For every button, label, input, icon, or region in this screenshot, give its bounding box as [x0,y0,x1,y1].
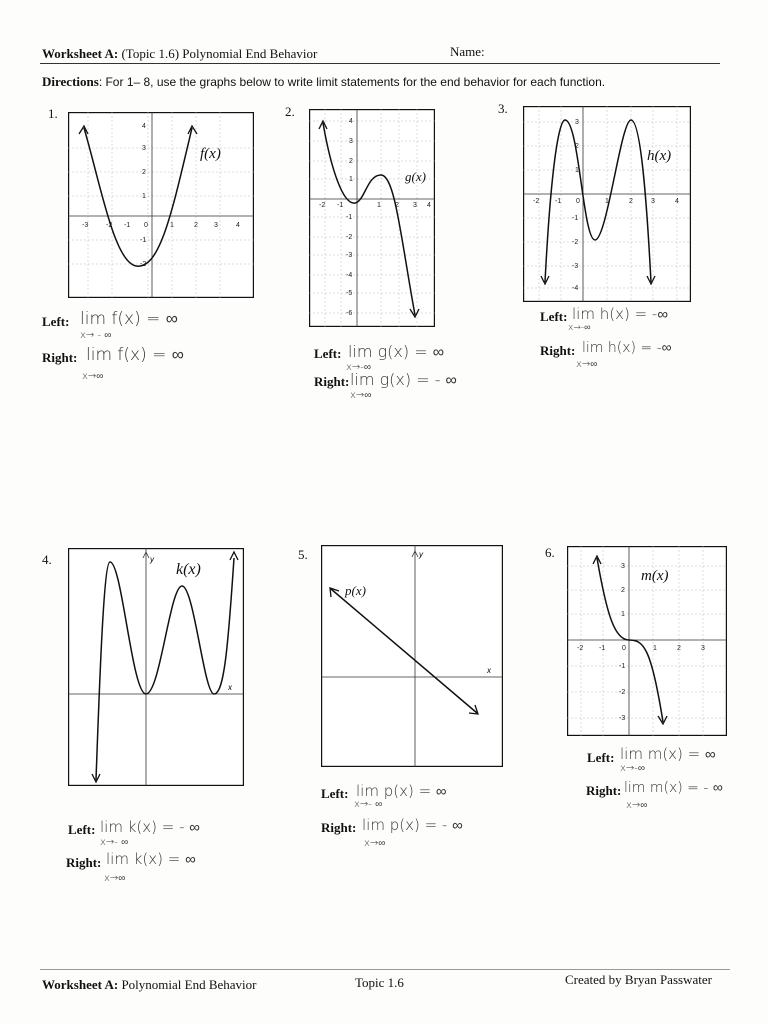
answer-1-left-lim: lim f(x) = ∞ [80,309,178,329]
answer-4-left-lim: lim k(x) = - ∞ [100,818,200,836]
answer-1-left-label: Left: [42,314,70,329]
tick-m-x-0: -2 [577,645,584,652]
answer-1-right-lim: lim f(x) = ∞ [86,345,184,365]
answer-4-left-label: Left: [68,822,96,837]
header-rule [40,63,720,64]
graph-p-x-label: x [487,666,491,675]
tick-f-x-1: -2 [106,222,113,229]
tick-f-x-4: 1 [170,222,174,229]
directions-text: : For 1– 8, use the graphs below to write limit statements for the end behavior for each function. [98,75,606,89]
tick-f-y-2: 2 [142,169,146,176]
tick-h-y-4: -2 [572,239,579,246]
answer-4-right-label: Right: [66,855,102,870]
answer-5-right-lim: lim p(x) = - ∞ [362,816,463,834]
graph-p-y-label: y [419,550,423,559]
tick-m-x-1: -1 [599,645,606,652]
tick-g-y-9: -6 [346,310,353,317]
graph-p-frame [322,546,503,767]
tick-m-x-4: 2 [677,645,681,652]
graph-m [567,546,727,736]
answer-3-left-sub: x→-∞ [568,323,591,333]
tick-m-x-2: 0 [622,645,626,652]
problem-number-4: 4. [42,552,52,567]
answer-5-right-sub: x→∞ [364,838,386,849]
tick-m-y-0: 3 [621,563,625,570]
problem-number-3: 3. [498,101,508,116]
graph-m-label: m(x) [641,568,669,584]
footer-title-bold: Worksheet A: [42,977,119,992]
worksheet-title-bold: Worksheet A: [42,46,119,61]
worksheet-title [42,46,317,62]
answer-3-right-sub: x→∞ [576,359,598,370]
tick-g-y-1: 3 [349,138,353,145]
tick-g-y-6: -3 [346,252,353,259]
answer-6-left-sub: x→-∞ [620,763,646,774]
answer-2-left-lim: lim g(x) = ∞ [348,342,445,361]
problem-number-5: 5. [298,547,308,562]
tick-f-y-1: 3 [142,145,146,152]
answer-3-left-label: Left: [540,309,568,324]
tick-m-x-5: 3 [701,645,705,652]
problem-number-6: 6. [545,545,555,560]
tick-h-y-3: -1 [572,215,579,222]
tick-f-x-0: -3 [82,222,89,229]
answer-3-right-label: Right: [540,343,576,358]
tick-g-x-1: -1 [337,202,344,209]
answer-6-left-lim: lim m(x) = ∞ [620,745,716,763]
graph-k-y-label: y [150,555,154,564]
tick-f-y-0: 4 [142,123,146,130]
graph-f-label: f(x) [200,146,221,162]
graph-p [321,545,503,767]
graph-p-label: p(x) [345,583,366,598]
tick-g-x-4: 3 [413,202,417,209]
answer-5-left-lim: lim p(x) = ∞ [356,782,447,800]
tick-g-y-0: 4 [349,118,353,125]
answer-3-left-lim: lim h(x) = -∞ [572,305,669,323]
tick-f-y-3: 1 [142,193,146,200]
graph-g-frame [310,110,435,327]
tick-f-x-5: 2 [194,222,198,229]
tick-m-x-3: 1 [653,645,657,652]
tick-h-y-1: 2 [575,143,579,150]
tick-f-x-7: 4 [236,222,240,229]
answer-4-left-sub: x→- ∞ [100,837,129,848]
footer-title-rest: Polynomial End Behavior [121,977,257,992]
tick-h-y-5: -3 [572,263,579,270]
tick-h-y-2: 1 [575,167,579,174]
tick-g-x-0: -2 [319,202,326,209]
graph-k-label: k(x) [176,561,201,578]
answer-2-right-sub: x→∞ [350,390,372,401]
directions-label: Directions [42,74,99,89]
graph-f-frame [69,113,254,298]
tick-g-y-5: -2 [346,234,353,241]
answer-6-right-sub: x→∞ [626,800,648,811]
answer-6-left-label: Left: [587,750,615,765]
tick-m-y-2: 1 [621,611,625,618]
tick-h-x-0: -2 [533,198,540,205]
tick-m-y-3: -1 [619,663,626,670]
graph-k-frame [69,549,244,786]
answer-2-right-lim: lim g(x) = - ∞ [350,370,457,389]
graph-h-label: h(x) [647,148,672,164]
problem-number-2: 2. [285,104,295,119]
tick-f-y-4: -1 [140,237,147,244]
tick-h-x-1: -1 [555,198,562,205]
tick-g-y-3: 1 [349,176,353,183]
graph-h [523,106,691,302]
tick-m-y-1: 2 [621,587,625,594]
directions [42,74,605,90]
answer-1-left-sub: x→ - ∞ [80,330,112,341]
tick-h-x-6: 4 [675,198,679,205]
tick-h-x-3: 1 [605,198,609,205]
tick-m-y-5: -3 [619,715,626,722]
tick-g-x-2: 1 [377,202,381,209]
answer-6-right-label: Right: [586,783,622,798]
answer-5-right-label: Right: [321,820,357,835]
graph-k-x-label: x [228,683,232,692]
tick-h-x-4: 2 [629,198,633,205]
footer-rule [40,969,730,970]
footer-title [42,977,257,993]
graph-g-label: g(x) [405,169,426,184]
graph-g [309,109,435,327]
graph-k [68,548,244,786]
tick-g-y-4: -1 [346,214,353,221]
answer-4-right-lim: lim k(x) = ∞ [106,850,196,868]
tick-g-y-2: 2 [349,158,353,165]
answer-1-right-label: Right: [42,350,78,365]
tick-f-y-5: -2 [140,261,147,268]
tick-f-x-2: -1 [124,222,131,229]
tick-g-y-7: -4 [346,272,353,279]
answer-3-right-lim: lim h(x) = -∞ [582,340,672,356]
name-label: Name: [450,44,485,59]
tick-h-x-5: 3 [651,198,655,205]
answer-6-right-lim: lim m(x) = - ∞ [624,780,723,796]
tick-g-x-3: 2 [395,202,399,209]
tick-f-x-6: 3 [214,222,218,229]
answer-5-left-sub: x→- ∞ [354,799,383,810]
answer-5-left-label: Left: [321,786,349,801]
footer-author: Created by Bryan Passwater [565,972,712,987]
tick-h-y-0: 3 [575,119,579,126]
worksheet-title-rest: (Topic 1.6) Polynomial End Behavior [121,46,318,61]
tick-g-y-8: -5 [346,290,353,297]
tick-g-x-5: 4 [427,202,431,209]
tick-h-x-2: 0 [576,198,580,205]
problem-number-1: 1. [48,106,58,121]
tick-m-y-4: -2 [619,689,626,696]
footer-topic: Topic 1.6 [355,975,404,990]
graph-f [68,112,254,298]
answer-1-right-sub: x→∞ [82,371,104,382]
answer-2-right-label: Right: [314,374,350,389]
answer-4-right-sub: x→∞ [104,873,126,884]
answer-2-left-label: Left: [314,346,342,361]
tick-f-x-3: 0 [144,222,148,229]
tick-h-y-6: -4 [572,285,579,292]
answer-2-left-sub: x→-∞ [346,362,372,373]
